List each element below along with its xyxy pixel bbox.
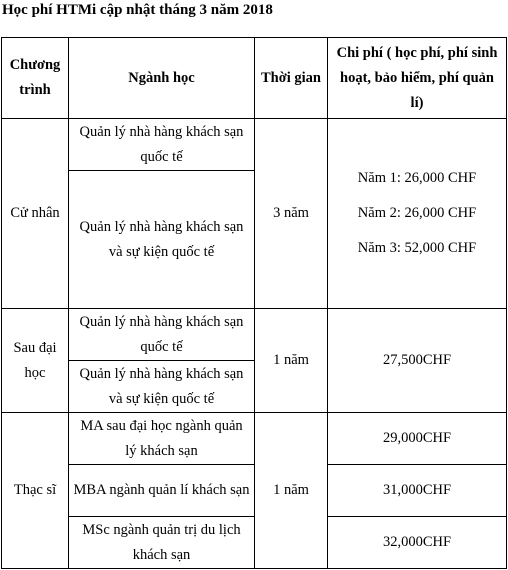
cost-year-2: Năm 2: 26,000 CHF [357,205,477,221]
duration-postgrad: 1 năm [255,309,328,413]
page-title: Học phí HTMi cập nhật tháng 3 năm 2018 [2,2,273,18]
header-duration: Thời gian [255,38,328,119]
header-program: Chương trình [2,38,69,119]
program-postgrad: Sau đại học [2,309,69,413]
program-bachelor: Cử nhân [2,119,69,309]
major-cell: MA sau đại học ngành quản lý khách sạn [69,413,255,465]
cost-postgrad: 27,500CHF [328,309,507,413]
program-master: Thạc sĩ [2,413,69,569]
header-major: Ngành học [69,38,255,119]
table-header-row [2,38,507,119]
cost-cell: 31,000CHF [328,465,507,517]
major-cell: Quản lý nhà hàng khách sạn và sự kiện quốc tế [69,171,255,309]
table-row [2,119,507,171]
table-row [2,413,507,465]
major-cell: Quản lý nhà hàng khách sạn quốc tế [69,119,255,171]
table-row [2,517,507,569]
cost-year-3: Năm 3: 52,000 CHF [357,240,477,256]
cost-cell: 32,000CHF [328,517,507,569]
major-cell: Quản lý nhà hàng khách sạn và sự kiện quốc tế [69,361,255,413]
cost-cell: 29,000CHF [328,413,507,465]
tuition-table [1,37,507,569]
major-cell: MBA ngành quản lí khách sạn [69,465,255,517]
table-row [2,309,507,361]
duration-master: 1 năm [255,413,328,569]
duration-bachelor: 3 năm [255,119,328,309]
major-cell: Quản lý nhà hàng khách sạn quốc tế [69,309,255,361]
table-row [2,465,507,517]
cost-year-1: Năm 1: 26,000 CHF [357,170,477,186]
major-cell: MSc ngành quản trị du lịch khách sạn [69,517,255,569]
header-cost: Chi phí ( học phí, phí sinh hoạt, bảo hiểm, phí quản lí) [328,38,507,119]
cost-bachelor [328,119,507,309]
